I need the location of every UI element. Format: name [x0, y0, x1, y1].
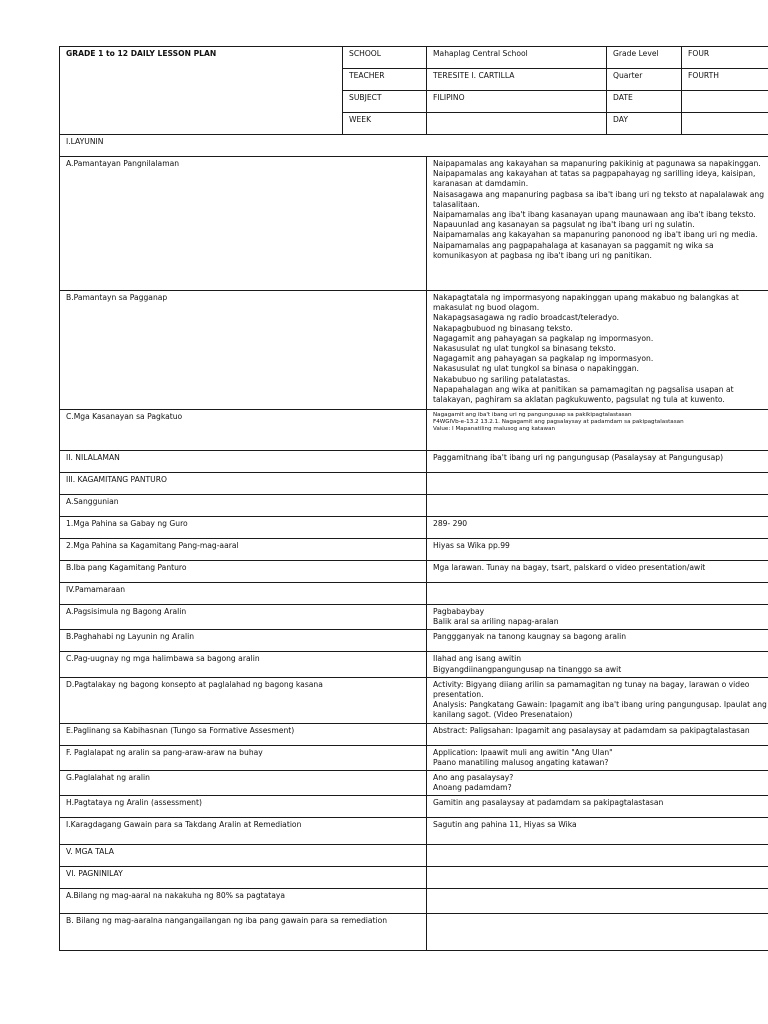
- row-nilalaman: [60, 451, 768, 473]
- row-pagtataya: [60, 796, 768, 818]
- paglalahat-label: G.Paglalahat ng aralin: [60, 771, 427, 796]
- pagninilay-heading: VI. PAGNINILAY: [60, 867, 427, 889]
- lesson-plan-table: [59, 46, 768, 951]
- text-line: Nakapagtatala ng impormasyong napakinggan upang makabuo ng balangkas at makasulat ng buod olagom.: [433, 293, 739, 313]
- text-line: Ano ang pasalaysay?: [433, 773, 514, 783]
- subject-label: SUBJECT: [343, 91, 427, 113]
- lesson-plan-sheet: [59, 46, 767, 951]
- paghahabi-content: Panggganyak na tanong kaugnay sa bagong aralin: [427, 630, 768, 652]
- row-nakakuha-80: [60, 889, 768, 914]
- pagtataya-label: H.Pagtataya ng Aralin (assessment): [60, 796, 427, 818]
- plan-title: GRADE 1 to 12 DAILY LESSON PLAN: [60, 47, 343, 135]
- teacher-label: TEACHER: [343, 69, 427, 91]
- sanggunian-label: A.Sanggunian: [60, 495, 427, 517]
- text-line: Nakabubuo ng sariling patalatastas.: [433, 374, 571, 384]
- row-pagsisimula: [60, 605, 768, 630]
- text-line: Naipapamalas ang kakayahan sa mapanuring pakikinig at pagunawa sa napakinggan.: [433, 159, 761, 168]
- row-pamantayan-pangnilalaman: [60, 157, 768, 291]
- pagsisimula-label: A.Pagsisimula ng Bagong Aralin: [60, 605, 427, 630]
- week-value: [427, 113, 607, 135]
- kagamitang-mag-aaral-value: Hiyas sa Wika pp.99: [427, 539, 768, 561]
- text-line: Napauunlad ang kasanayan sa pagsulat ng iba't ibang uri ng sulatin.: [433, 220, 695, 230]
- pamantayan-pangnilalaman-label: A.Pamantayan Pangnilalaman: [60, 157, 427, 291]
- text-line: Naipapamalas ang kakayahan at tatas sa pagpapahayag ng sarilling ideya, kaisipan, karanasan at damdamin.: [433, 169, 756, 189]
- nilalaman-value: Paggamitnang iba't ibang uri ng pangungusap (Pasalaysay at Pangungusap): [427, 451, 768, 473]
- row-paglalahat: [60, 771, 768, 796]
- text-line: Nagagamit ang pahayagan sa pagkalap ng impormasyon.: [433, 333, 654, 343]
- grade-level-value: FOUR: [682, 47, 768, 69]
- text-line: Value: I Mapanatiling malusog ang katawan: [433, 426, 556, 433]
- header-row-school: [60, 47, 768, 69]
- pagsisimula-content: [427, 605, 768, 630]
- text-line: Naipamamalas ang pagpapahalaga at kasanayan sa paggamit ng wika sa komunikasyon at pagbasa ng iba't ibang uri ng panitikan.: [433, 240, 714, 260]
- iba-pang-kagamitan-label: B.Iba pang Kagamitang Panturo: [60, 561, 427, 583]
- row-pamamaraan: [60, 583, 768, 605]
- text-line: Application: Ipaawit muli ang awitin "Ang Ulan": [433, 747, 613, 757]
- karagdagang-gawain-content: Sagutin ang pahina 11, Hiyas sa Wika: [427, 818, 768, 845]
- row-mga-kasanayan: [60, 410, 768, 451]
- school-label: SCHOOL: [343, 47, 427, 69]
- mga-kasanayan-content: [427, 410, 768, 451]
- date-value: [682, 91, 768, 113]
- pamantayan-sa-pagganap-label: B.Pamantayn sa Pagganap: [60, 291, 427, 410]
- text-line: Paano manatiling malusog angating katawan?: [433, 757, 609, 767]
- section-layunin: [60, 135, 768, 157]
- karagdagang-gawain-label: I.Karagdagang Gawain para sa Takdang Aralin at Remediation: [60, 818, 427, 845]
- text-line: Nagagamit ang iba't ibang uri ng pangungusap sa pakikipagtalastasan: [433, 412, 632, 418]
- text-line: Naipamamalas ang iba't ibang kasanayan upang maunawaan ang iba't ibang teksto.: [433, 210, 756, 220]
- layunin-heading: I.LAYUNIN: [60, 135, 768, 157]
- row-kagamitang-panturo: [60, 473, 768, 495]
- text-line: Nakapagbubuod ng binasang teksto.: [433, 323, 573, 333]
- row-sanggunian: [60, 495, 768, 517]
- text-line: Ilahad ang isang awitin: [433, 654, 522, 664]
- text-line: Napapahalagan ang wika at panitikan sa pamamagitan ng pagsalisa usapan at talakayan, paghiram sa aklatan pagkukuwento, pagsulat ng tula at kuwento.: [433, 384, 734, 405]
- nilalaman-label: II. NILALAMAN: [60, 451, 427, 473]
- row-pag-uugnay: [60, 652, 768, 677]
- paghahabi-label: B.Paghahabi ng Layunin ng Aralin: [60, 630, 427, 652]
- kagamitang-panturo-heading: III. KAGAMITANG PANTURO: [60, 473, 427, 495]
- day-value: [682, 113, 768, 135]
- nakakuha-80-label: A.Bilang ng mag-aaral na nakakuha ng 80% sa pagtataya: [60, 889, 427, 914]
- kagamitang-mag-aaral-label: 2.Mga Pahina sa Kagamitang Pang-mag-aaral: [60, 539, 427, 561]
- text-line: Nakasusulat ng ulat tungkol sa binasang teksto.: [433, 344, 616, 354]
- teacher-value: TERESITE I. CARTILLA: [427, 69, 607, 91]
- paglalapat-content: [427, 745, 768, 770]
- row-pagtalakay: [60, 677, 768, 723]
- paglinang-content: Abstract: Paligsahan: Ipagamit ang pasalaysay at padamdam sa pakipagtalastasan: [427, 723, 768, 745]
- pagtalakay-content: [427, 677, 768, 723]
- text-line: Pagbabaybay: [433, 607, 485, 616]
- day-label: DAY: [607, 113, 682, 135]
- week-label: WEEK: [343, 113, 427, 135]
- iba-pang-kagamitan-value: Mga larawan. Tunay na bagay, tsart, palskard o video presentation/awit: [427, 561, 768, 583]
- paglalahat-content: [427, 771, 768, 796]
- text-line: Nakapagsasagawa ng radio broadcast/teleradyo.: [433, 313, 619, 323]
- pagtalakay-label: D.Pagtalakay ng bagong konsepto at paglalahad ng bagong kasana: [60, 677, 427, 723]
- row-iba-pang-kagamitan: [60, 561, 768, 583]
- mga-kasanayan-label: C.Mga Kasanayan sa Pagkatuo: [60, 410, 427, 451]
- row-kagamitang-mag-aaral: [60, 539, 768, 561]
- row-paglinang: [60, 723, 768, 745]
- pamantayan-sa-pagganap-content: [427, 291, 768, 410]
- remediation-label: B. Bilang ng mag-aaralna nangangailangan ng iba pang gawain para sa remediation: [60, 914, 427, 951]
- gabay-ng-guro-label: 1.Mga Pahina sa Gabay ng Guro: [60, 517, 427, 539]
- gabay-ng-guro-value: 289- 290: [427, 517, 768, 539]
- text-line: F4WGIVb-e-13.2 13.2.1. Nagagamit ang pagsalaysay at padamdam sa pakipagtalastasan: [433, 419, 684, 426]
- row-pamantayan-sa-pagganap: [60, 291, 768, 410]
- grade-level-label: Grade Level: [607, 47, 682, 69]
- text-line: Analysis: Pangkatang Gawain: Ipagamit ang iba't ibang uring pangungusap. Ipaulat ang kanilang sagot. (Video Presenataion): [433, 700, 767, 720]
- row-mga-tala: [60, 845, 768, 867]
- school-value: Mahaplag Central School: [427, 47, 607, 69]
- text-line: Bigyangdiinangpangungusap na tinanggo sa awit: [433, 664, 622, 674]
- quarter-label: Quarter: [607, 69, 682, 91]
- text-line: Nakasusulat ng ulat tungkol sa binasa o napakinggan.: [433, 364, 639, 374]
- paglinang-label: E.Paglinang sa Kabihasnan (Tungo sa Formative Assesment): [60, 723, 427, 745]
- text-line: Naipamamalas ang kakayahan sa mapanuring panonood ng iba't ibang uri ng media.: [433, 230, 758, 240]
- row-gabay-ng-guro: [60, 517, 768, 539]
- row-pagninilay: [60, 867, 768, 889]
- pamantayan-pangnilalaman-content: [427, 157, 768, 291]
- row-paghahabi: [60, 630, 768, 652]
- row-paglalapat: [60, 745, 768, 770]
- pagtataya-content: Gamitin ang pasalaysay at padamdam sa pakipagtalastasan: [427, 796, 768, 818]
- text-line: Naisasagawa ang mapanuring pagbasa sa iba't ibang uri ng teksto at napalalawak ang talasalitaan.: [433, 189, 765, 209]
- row-karagdagang-gawain: [60, 818, 768, 845]
- date-label: DATE: [607, 91, 682, 113]
- pag-uugnay-label: C.Pag-uugnay ng mga halimbawa sa bagong aralin: [60, 652, 427, 677]
- pamamaraan-heading: IV.Pamamaraan: [60, 583, 427, 605]
- row-remediation: [60, 914, 768, 951]
- text-line: Anoang padamdam?: [433, 783, 512, 793]
- pag-uugnay-content: [427, 652, 768, 677]
- mga-tala-heading: V. MGA TALA: [60, 845, 427, 867]
- paglalapat-label: F. Paglalapat ng aralin sa pang-araw-araw na buhay: [60, 745, 427, 770]
- subject-value: FILIPINO: [427, 91, 607, 113]
- text-line: Nagagamit ang pahayagan sa pagkalap ng impormasyon.: [433, 354, 654, 364]
- text-line: Activity: Bigyang diiang arilin sa pamamagitan ng tunay na bagay, larawan o video presentation.: [433, 679, 750, 700]
- text-line: Balik aral sa ariling napag-aralan: [433, 617, 559, 627]
- quarter-value: FOURTH: [682, 69, 768, 91]
